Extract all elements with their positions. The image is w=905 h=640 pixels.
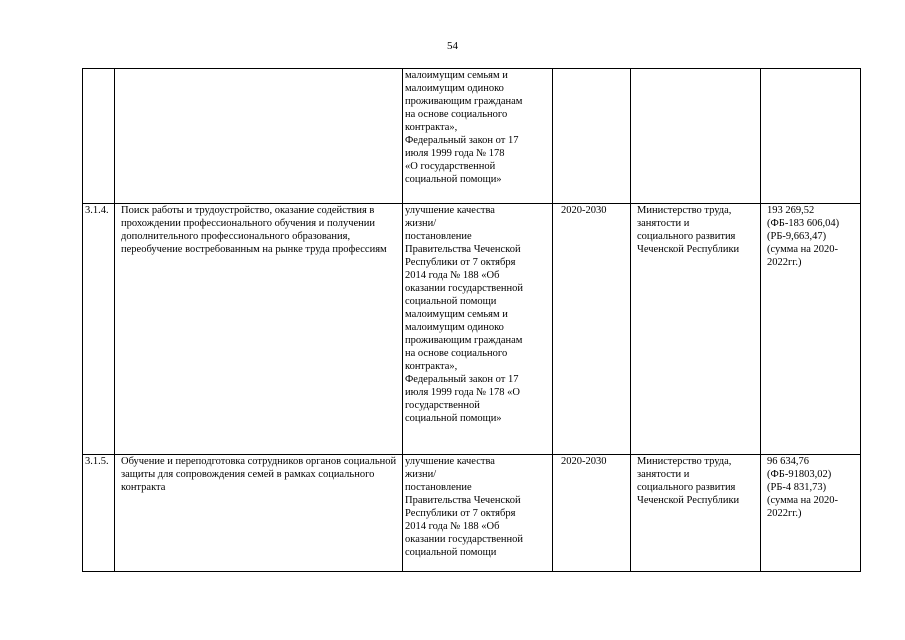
- cell-line: социального развития: [637, 482, 736, 493]
- cell-line: Министерство труда,: [637, 456, 732, 467]
- table-row: [83, 455, 861, 572]
- cell-line: (ФБ-91803,02): [767, 469, 832, 480]
- cell-line: 2022гг.): [767, 257, 802, 268]
- cell-line: улучшение качества: [405, 456, 495, 467]
- activity-name-cell: Обучение и переподготовка сотрудников органов социальной защиты для сопровождения семей в рамках социального контракта: [115, 455, 403, 572]
- row-number-cell: [83, 69, 115, 204]
- cell-line: занятости и: [637, 218, 690, 229]
- funding-amount-cell: [761, 69, 861, 204]
- cell-line: социальной помощи»: [405, 413, 502, 424]
- period-cell: 2020-2030: [553, 455, 631, 572]
- activity-name-cell: [115, 69, 403, 204]
- cell-line: Республики от 7 октября: [405, 257, 516, 268]
- cell-line: на основе социального: [405, 109, 508, 120]
- cell-line: июля 1999 года № 178: [405, 148, 505, 159]
- program-activities-table: [82, 68, 861, 572]
- cell-line: малоимущим семьям и: [405, 309, 508, 320]
- cell-line: жизни/: [405, 469, 437, 480]
- executor-cell: [631, 204, 761, 455]
- period-cell: [553, 69, 631, 204]
- cell-line: оказании государственной: [405, 283, 523, 294]
- cell-line: социальной помощи: [405, 296, 497, 307]
- cell-line: 2022гг.): [767, 508, 802, 519]
- cell-line: контракта»,: [405, 361, 458, 372]
- funding-amount-cell: [761, 455, 861, 572]
- cell-line: на основе социального: [405, 348, 508, 359]
- cell-line: 2014 года № 188 «Об: [405, 270, 500, 281]
- cell-line: 2014 года № 188 «Об: [405, 521, 500, 532]
- cell-line: Правительства Чеченской: [405, 495, 521, 506]
- cell-line: постановление: [405, 482, 472, 493]
- cell-line: «О государственной: [405, 161, 496, 172]
- cell-line: (РБ-4 831,73): [767, 482, 827, 493]
- cell-line: (ФБ-183 606,04): [767, 218, 840, 229]
- cell-line: июля 1999 года № 178 «О: [405, 387, 520, 398]
- legal-basis-cell: [403, 455, 553, 572]
- cell-line: социального развития: [637, 231, 736, 242]
- cell-line: Республики от 7 октября: [405, 508, 516, 519]
- activity-name-cell: Поиск работы и трудоустройство, оказание содействия в прохождении профессионального обучения и получении дополнительного профессионального образования, переобучение востребованным на рынке труда профессиям: [115, 204, 403, 455]
- table-row: [83, 69, 861, 204]
- table-row: [83, 204, 861, 455]
- cell-line: малоимущим одиноко: [405, 322, 504, 333]
- row-number-cell: 3.1.4.: [83, 204, 115, 455]
- legal-basis-cell: [403, 204, 553, 455]
- cell-line: Федеральный закон от 17: [405, 135, 519, 146]
- cell-line: Правительства Чеченской: [405, 244, 521, 255]
- cell-line: социальной помощи: [405, 547, 497, 558]
- cell-line: малоимущим семьям и: [405, 70, 508, 81]
- row-number-cell: 3.1.5.: [83, 455, 115, 572]
- cell-line: оказании государственной: [405, 534, 523, 545]
- cell-line: 96 634,76: [767, 456, 809, 467]
- cell-line: Чеченской Республики: [637, 244, 740, 255]
- cell-line: 193 269,52: [767, 205, 815, 216]
- funding-amount-cell: [761, 204, 861, 455]
- executor-cell: [631, 455, 761, 572]
- cell-line: малоимущим одиноко: [405, 83, 504, 94]
- cell-line: Чеченской Республики: [637, 495, 740, 506]
- legal-basis-cell: [403, 69, 553, 204]
- cell-line: проживающим гражданам: [405, 335, 523, 346]
- cell-line: (сумма на 2020-: [767, 495, 839, 506]
- executor-cell: [631, 69, 761, 204]
- period-cell: 2020-2030: [553, 204, 631, 455]
- cell-line: занятости и: [637, 469, 690, 480]
- cell-line: (РБ-9,663,47): [767, 231, 827, 242]
- cell-line: проживающим гражданам: [405, 96, 523, 107]
- cell-line: Федеральный закон от 17: [405, 374, 519, 385]
- page-number: 54: [447, 40, 458, 52]
- cell-line: государственной: [405, 400, 480, 411]
- cell-line: жизни/: [405, 218, 437, 229]
- cell-line: социальной помощи»: [405, 174, 502, 185]
- cell-line: Министерство труда,: [637, 205, 732, 216]
- cell-line: (сумма на 2020-: [767, 244, 839, 255]
- cell-line: контракта»,: [405, 122, 458, 133]
- cell-line: улучшение качества: [405, 205, 495, 216]
- cell-line: постановление: [405, 231, 472, 242]
